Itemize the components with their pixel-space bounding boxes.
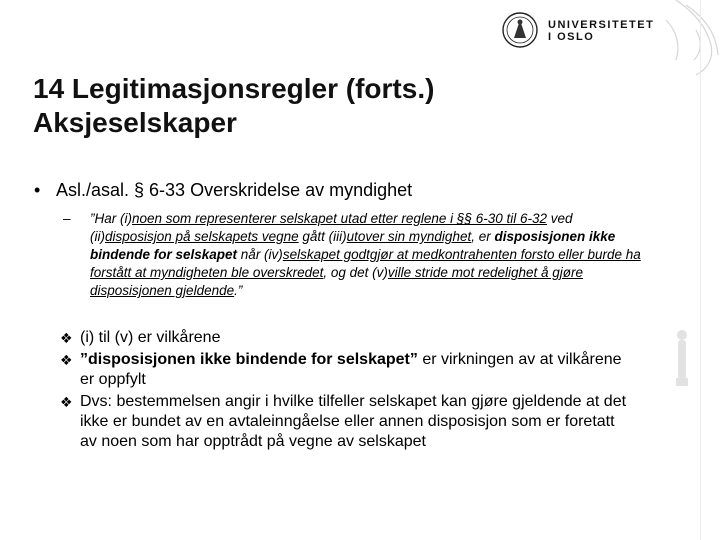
slide-title [33,72,633,140]
point-1-text: (i) til (v) er vilkårene [80,329,221,346]
main-bullet-text: Asl./asal. § 6-33 Overskridelse av myndighet [56,180,413,200]
legal-quote [60,210,650,300]
quote-condition-iii: utover sin myndighet [346,229,472,244]
quote-condition-iv: selskapet godtgjør at medkontrahenten forsto eller burde ha forstått at myndigheten ble overskredet [90,247,641,280]
diamond-bullet-icon: ❖ [60,330,73,346]
quote-mid1: ved (ii) [90,211,573,244]
diamond-bullet-icon: ❖ [60,394,73,410]
quote-condition-ii: disposisjon på selskapets vegne [105,229,299,244]
slide-content [30,178,641,454]
bullet-dot-icon: • [34,180,41,200]
dash-icon: – [63,211,71,226]
point-2-bold: ”disposisjonen ikke bindende for selskapet” [80,351,418,368]
point-2-text: er virkningen av at vilkårene er oppfylt [80,351,622,388]
main-bullet [30,178,630,202]
list-item [60,392,630,452]
quote-mid4: når (iv) [237,247,283,262]
quote-mid3: , er [471,229,495,244]
university-name [548,19,654,43]
quote-condition-i: noen som representerer selskapet utad etter reglene i §§ 6-30 til 6-32 [132,211,547,226]
list-item [60,328,630,348]
quote-open: ”Har (i) [90,211,132,226]
point-3-text: Dvs: bestemmelsen angir i hvilke tilfeller selskapet kan gjøre gjeldende at det ikke er bundet av en avtaleinngåelse eller annen disposisjon som er foretatt av noen som har opptrådt på vegne av selskapet [80,393,627,450]
quote-mid5: , og det (v) [323,265,388,280]
list-item [60,350,630,390]
university-name-line1: UNIVERSITETET [548,19,655,31]
title-line2: Aksjeselskaper [33,107,237,138]
point-list [60,328,630,452]
quote-mid2: gått (iii) [298,229,347,244]
university-name-line2: I OSLO [548,31,595,43]
quote-condition-v: ville stride mot redelighet å gjøre disposisjonen gjeldende [90,265,584,298]
quote-effect: disposisjonen ikke bindende for selskapet [90,229,616,262]
diamond-bullet-icon: ❖ [60,352,73,368]
title-line1: 14 Legitimasjonsregler (forts.) [33,73,435,104]
quote-close: .” [234,283,243,298]
